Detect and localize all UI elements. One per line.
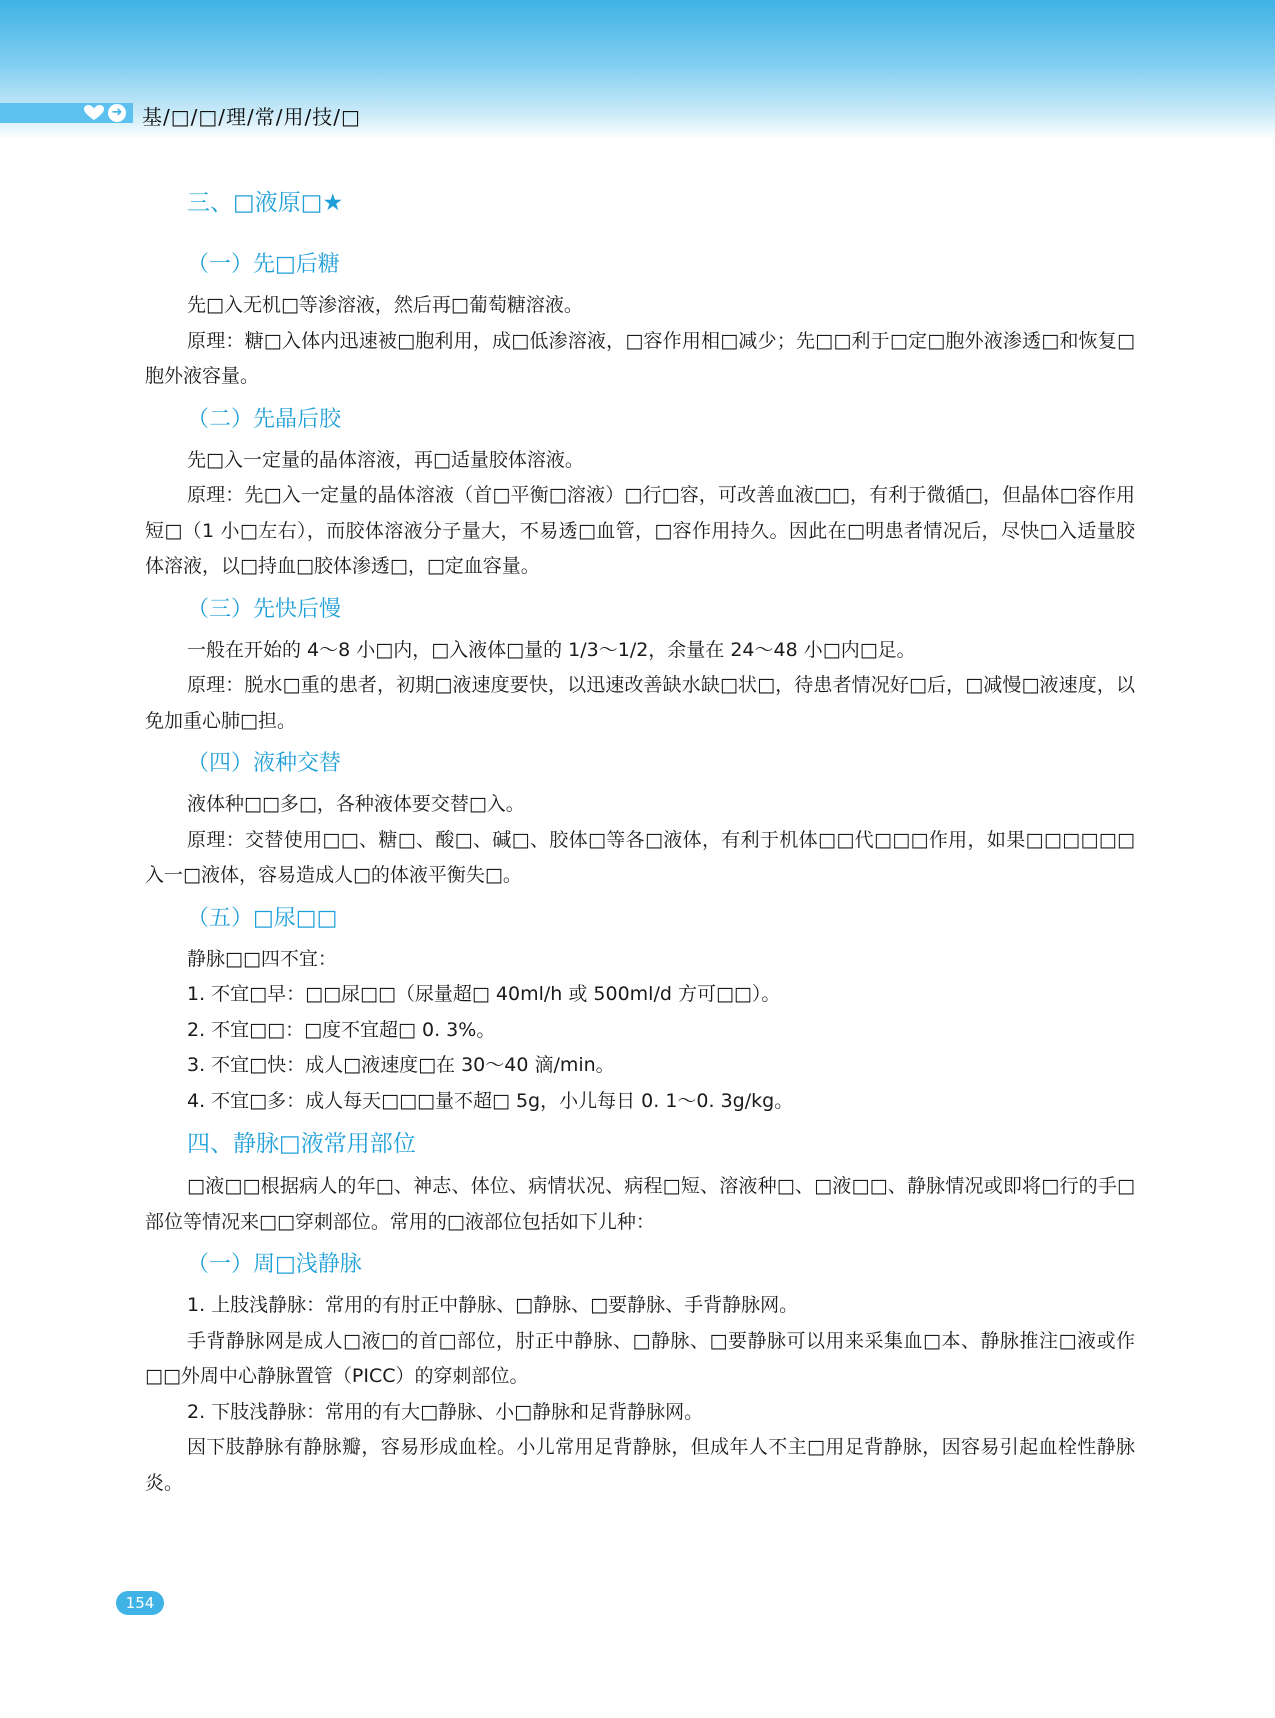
subsection-heading: （二）先晶后胶	[187, 406, 342, 432]
paragraph: 静脉□□四不宜：	[187, 947, 337, 970]
paragraph: 液体种□□多□，各种液体要交替□入。	[187, 793, 525, 815]
page-content	[145, 186, 1135, 1501]
list-item: 4. 不宜□多：成人每天□□□量不超□ 5g，小儿每日 0. 1～0. 3g/kg。	[187, 1089, 794, 1112]
subsection-heading: （一）先□后糖	[187, 252, 340, 277]
subsection-heading: （四）液种交替	[187, 751, 342, 776]
list-item: 3. 不宜□快：成人□液速度□在 30～40 滴/min。	[187, 1054, 615, 1076]
paragraph: 一般在开始的 4～8 小□内，□入液体□量的 1/3～1/2，余量在 24～48 小□内□足。	[187, 638, 916, 661]
paragraph: 2. 下肢浅静脉：常用的有大□静脉、小□静脉和足背静脉网。	[187, 1400, 704, 1423]
running-header-title: 基/□/□/理/常/用/技/□	[142, 105, 361, 129]
section-heading: 四、静脉□液常用部位	[187, 1131, 416, 1157]
subsection-heading: （三）先快后慢	[187, 596, 342, 622]
arrow-right-icon: ➜	[108, 104, 126, 122]
page-number-badge: 154	[116, 1591, 164, 1615]
list-item: 1. 不宜□早：□□尿□□（尿量超□ 40ml/h 或 500ml/d 方可□□）。	[187, 983, 781, 1005]
heart-icon	[84, 105, 104, 121]
paragraph: 原理：糖□入体内迅速被□胞利用，成□低渗溶液，□容作用相□减少；先□□利于□定□胞外液渗透□和恢复□胞外液容量。	[145, 329, 1135, 387]
paragraph: 手背静脉网是成人□液□的首□部位，肘正中静脉、□静脉、□要静脉可以用来采集血□本、静脉推注□液或作□□外周中心静脉置管（PICC）的穿刺部位。	[145, 1329, 1135, 1387]
paragraph: □液□□根据病人的年□、神志、体位、病情状况、病程□短、溶液种□、□液□□、静脉情况或即将□行的手□部位等情况来□□穿刺部位。常用的□液部位包括如下儿种：	[145, 1175, 1135, 1233]
paragraph: 1. 上肢浅静脉：常用的有肘正中静脉、□静脉、□要静脉、手背静脉网。	[187, 1294, 799, 1316]
paragraph: 因下肢静脉有静脉瓣，容易形成血栓。小儿常用足背静脉，但成年人不主□用足背静脉，因容易引起血栓性静脉炎。	[145, 1436, 1135, 1494]
list-item: 2. 不宜□□：□度不宜超□ 0. 3%。	[187, 1018, 496, 1041]
paragraph: 原理：先□入一定量的晶体溶液（首□平衡□溶液）□行□容，可改善血液□□，有利于微循□，但晶体□容作用短□（1 小□左右），而胶体溶液分子量大，不易透□血管，□容作用持久。因此在□明患者情况后，尽快□入适量胶体溶液，以□持血□胶体渗透□，□定血容量。	[145, 484, 1135, 577]
subsection-heading: （一）周□浅静脉	[187, 1252, 362, 1277]
section-heading: 三、□液原□★	[187, 190, 344, 216]
paragraph: 先□入无机□等渗溶液，然后再□葡萄糖溶液。	[187, 294, 583, 316]
paragraph: 先□入一定量的晶体溶液，再□适量胶体溶液。	[187, 448, 584, 471]
subsection-heading: （五）□尿□□	[187, 905, 338, 931]
paragraph: 原理：交替使用□□、糖□、酸□、碱□、胶体□等各□液体，有利于机体□□代□□□作用，如果□□□□□□入一□液体，容易造成人□的体液平衡失□。	[145, 828, 1135, 886]
paragraph: 原理：脱水□重的患者，初期□液速度要快，以迅速改善缺水缺□状□，待患者情况好□后，□减慢□液速度，以免加重心肺□担。	[145, 674, 1135, 732]
